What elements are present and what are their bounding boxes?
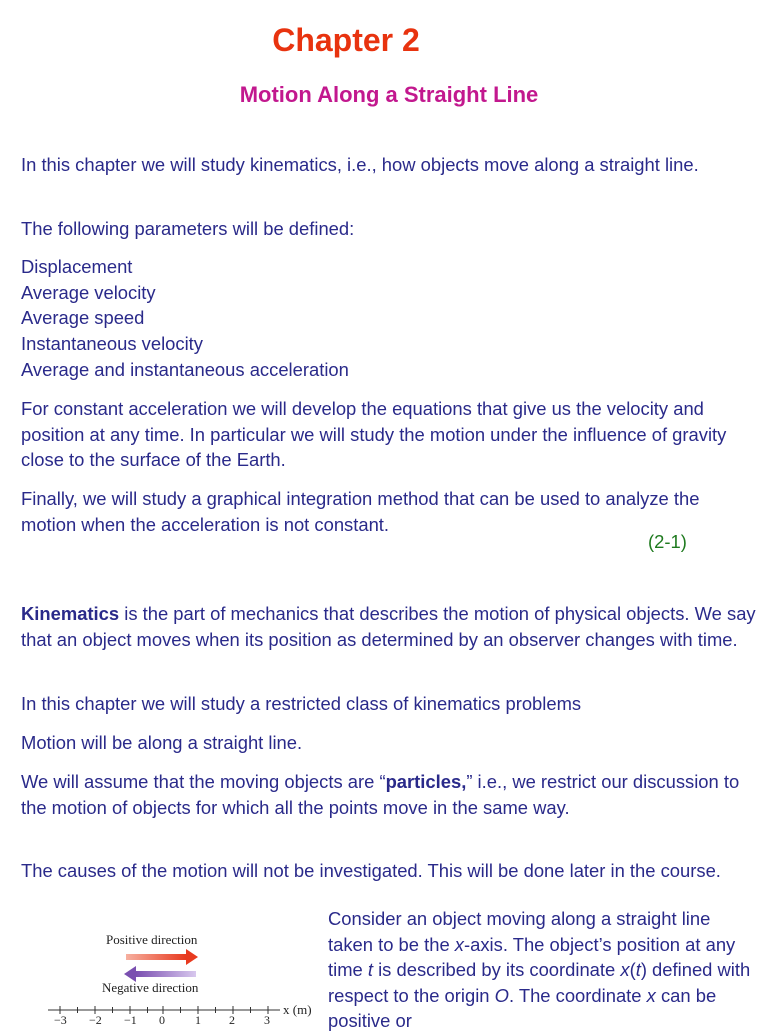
list-item: Average and instantaneous acceleration — [21, 358, 349, 380]
side-paragraph — [328, 906, 758, 1034]
restricted-paragraph: In this chapter we will study a restricted class of kinematics problems — [21, 693, 582, 714]
side-text: Consider an object moving along a straight line taken to be the — [328, 908, 711, 955]
side-text-italic: t — [367, 959, 373, 980]
page-subtitle: Motion Along a Straight Line — [239, 82, 539, 107]
intro-paragraph-2: The following parameters will be defined: — [21, 218, 355, 239]
parameter-list — [21, 254, 621, 383]
list-item: Instantaneous velocity — [21, 333, 203, 355]
side-text-italic: x — [646, 984, 656, 1006]
side-text: ) defined with respect to the origin — [328, 959, 751, 1006]
page-number: (2-1) — [648, 531, 687, 552]
side-text-italic: x — [454, 933, 464, 955]
page-title: Chapter 2 — [272, 22, 420, 58]
side-text: is described by its coordinate — [372, 959, 621, 980]
kinematics-definition: is the part of mechanics that describes the motion of physical objects. We say that an object moves when its position as determined by an observer changes with time. — [21, 603, 756, 650]
particles-term: particles, — [385, 771, 467, 792]
positive-direction-label: Positive direction — [106, 932, 198, 947]
particles-text-pre: We will assume that the moving objects are “ — [21, 771, 386, 792]
side-text: . The coordinate — [508, 984, 647, 1006]
tick-label: −1 — [124, 1013, 137, 1024]
side-text-italic: t — [635, 959, 641, 980]
list-item: Average speed — [21, 307, 145, 329]
positive-arrow-icon — [126, 949, 198, 965]
tick-label: 0 — [159, 1013, 165, 1024]
straight-line-paragraph: Motion will be along a straight line. — [21, 732, 303, 753]
list-item: Average velocity — [21, 281, 156, 303]
particles-text-post: ” i.e., we restrict our discussion to the motion of objects for which all the points move in the same way. — [21, 771, 740, 818]
side-text: -axis. The object’s position at any time — [328, 933, 736, 980]
tick-label: −2 — [89, 1013, 102, 1024]
tick-label: 2 — [229, 1013, 235, 1024]
side-text: can be positive or — [328, 984, 717, 1031]
tick-label: 3 — [264, 1013, 270, 1024]
intro-paragraph-1: In this chapter we will study kinematics, i.e., how objects move along a straight line. — [21, 154, 699, 175]
kinematics-paragraph — [21, 601, 756, 652]
side-text: ( — [629, 959, 636, 980]
side-text-italic: x — [620, 959, 630, 980]
tick-label: 1 — [195, 1013, 201, 1024]
particles-paragraph — [21, 769, 756, 820]
intro-paragraph-3: For constant acceleration we will develop the equations that give us the velocity and position at any time. In particular we will study the motion under the influence of gravity close to the surface of the Earth. — [21, 398, 727, 470]
number-line-figure — [40, 920, 320, 1024]
intro-paragraph-4: Finally, we will study a graphical integration method that can be used to analyze the motion when the acceleration is not constant. — [21, 488, 700, 535]
list-item: Displacement — [21, 256, 133, 277]
tick-label: −3 — [54, 1013, 67, 1024]
axis-label: x (m) — [283, 1002, 312, 1017]
causes-paragraph: The causes of the motion will not be investigated. This will be done later in the course. — [21, 860, 721, 881]
negative-direction-label: Negative direction — [102, 980, 199, 995]
side-text-italic: O — [494, 984, 509, 1006]
kinematics-term: Kinematics — [21, 603, 120, 624]
